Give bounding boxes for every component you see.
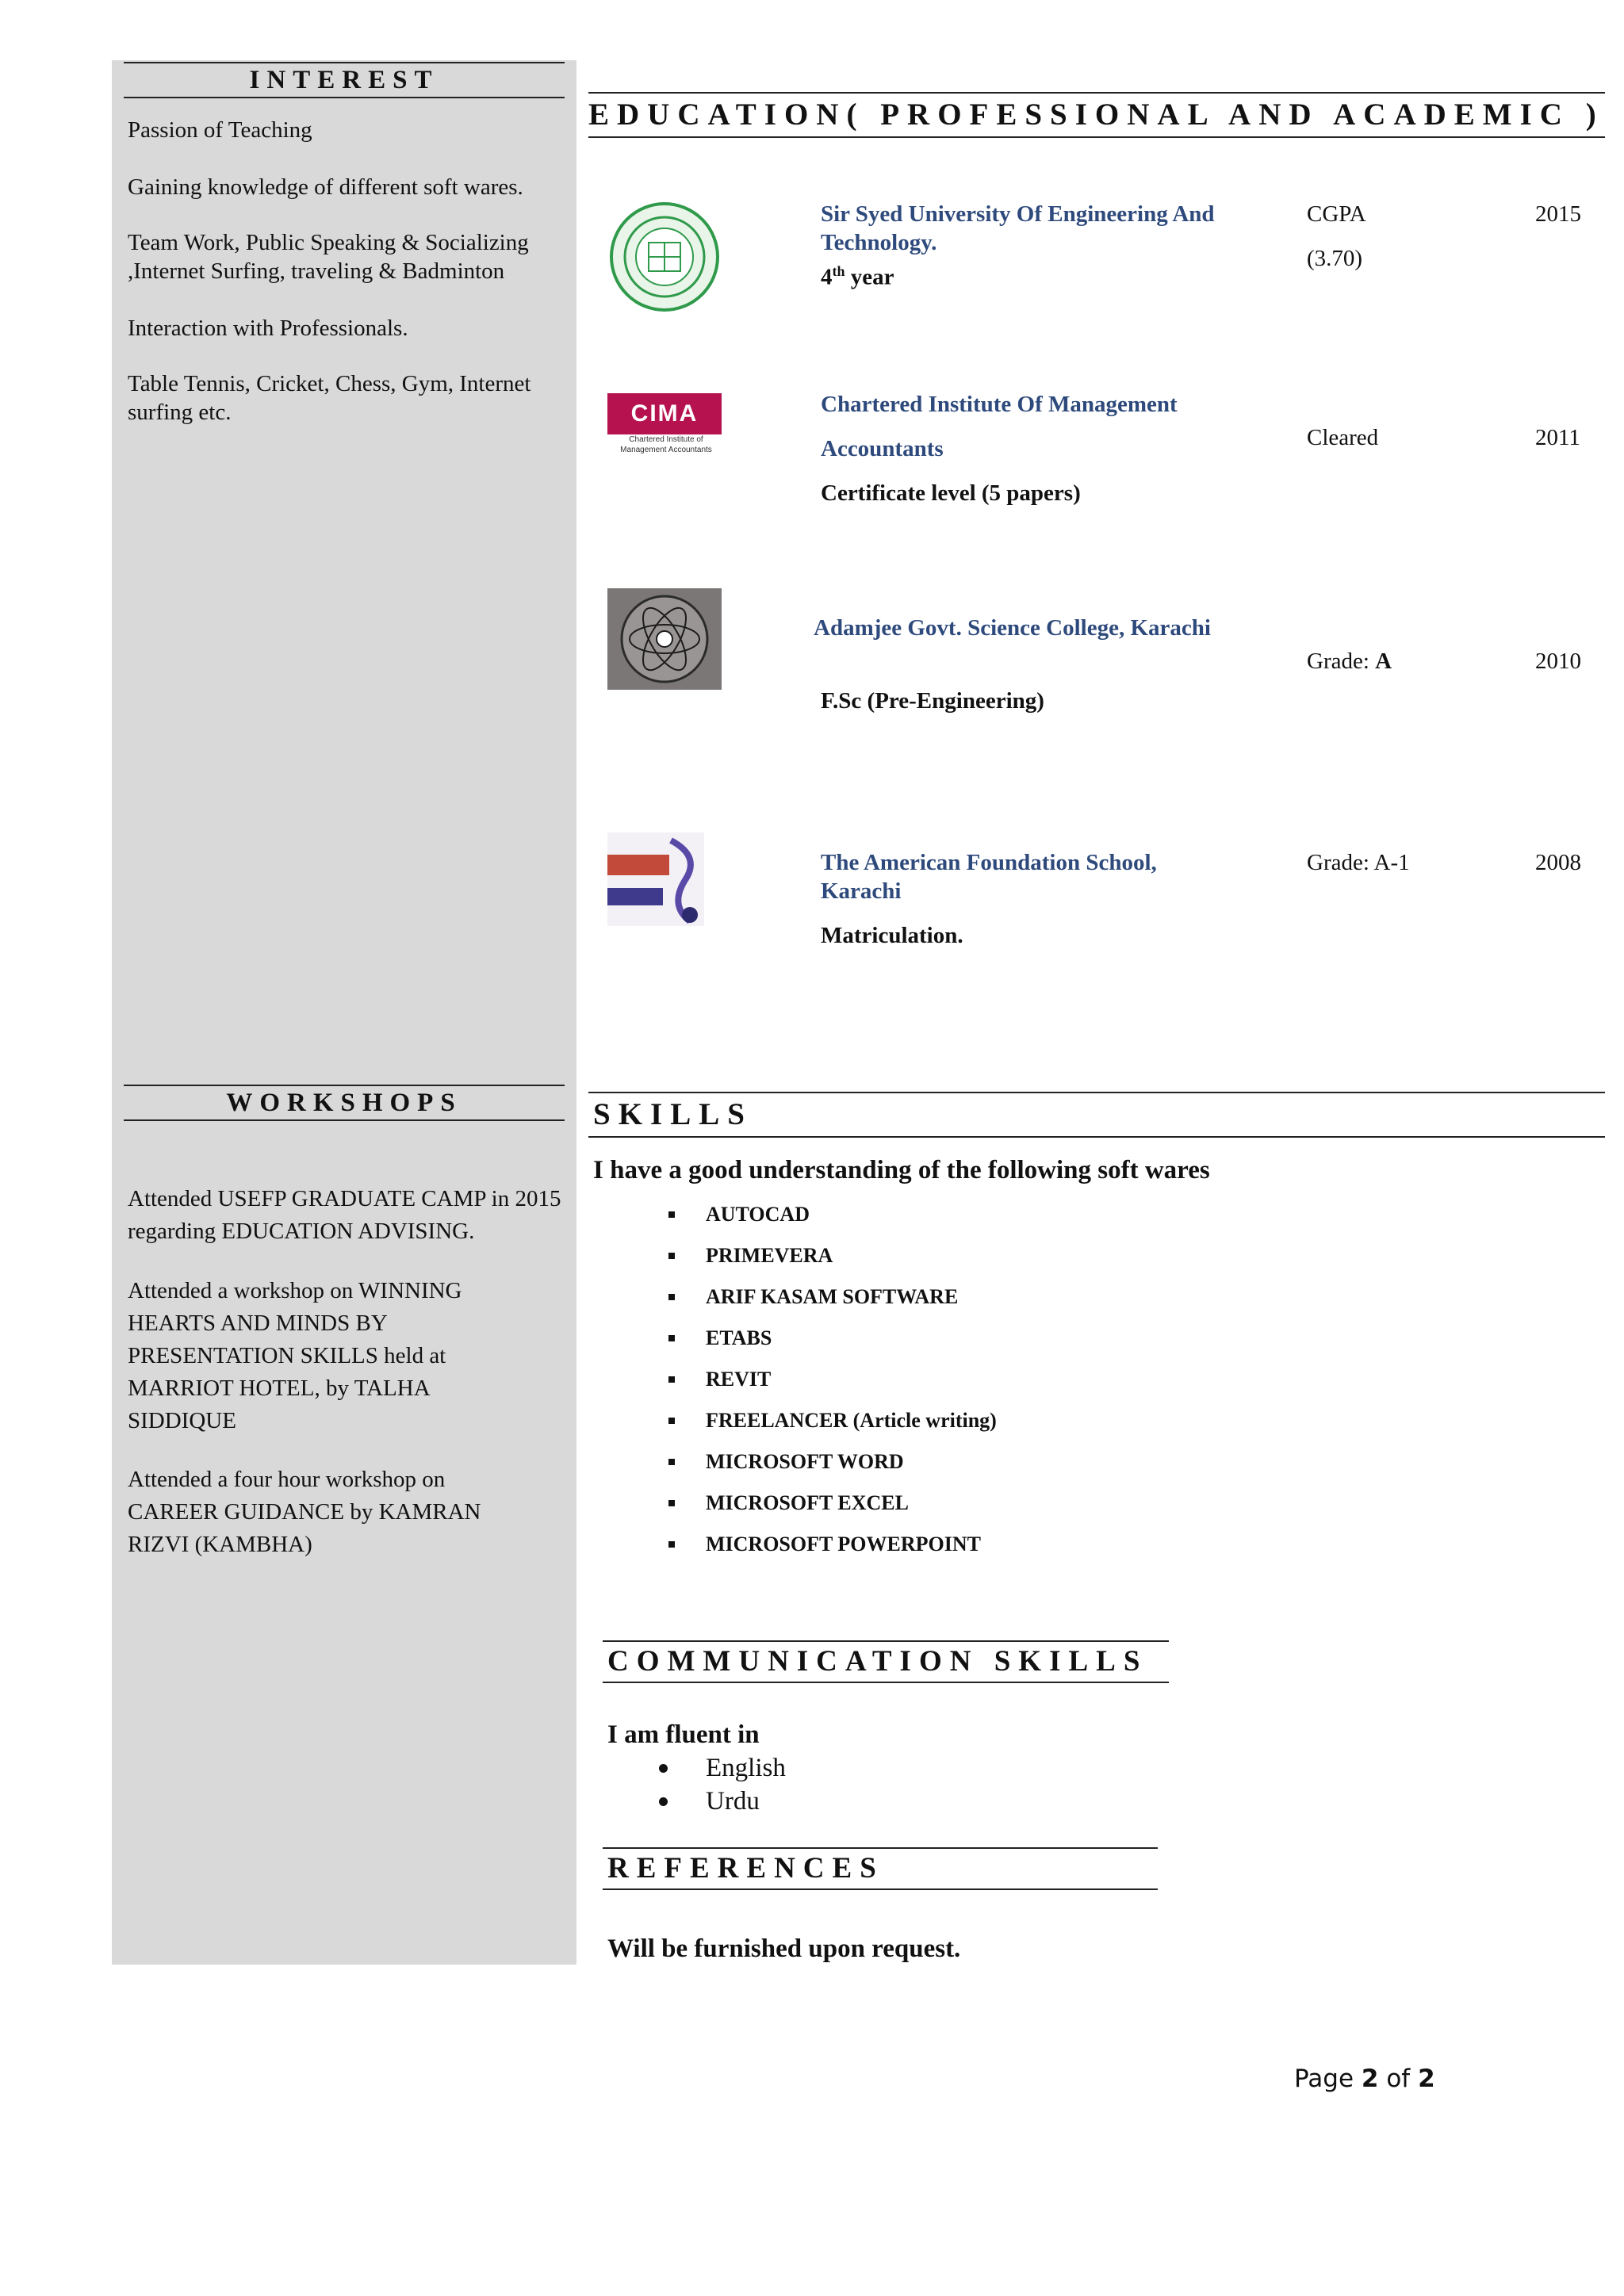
qualification: 4th year: [821, 263, 894, 290]
cima-logo-icon: CIMA Chartered Institute of Management Accountants: [607, 393, 725, 461]
bullet-square-icon: [668, 1459, 675, 1465]
institution-name: The American Foundation School, Karachi: [821, 850, 1157, 904]
bullet-square-icon: [668, 1376, 675, 1383]
institution-name: Chartered Institute Of Management: [821, 392, 1178, 417]
skill-item: MICROSOFT POWERPOINT: [706, 1533, 981, 1556]
references-heading: REFERENCES: [603, 1847, 1158, 1890]
cima-logo-text: CIMA: [607, 393, 722, 434]
skill-item: AUTOCAD: [706, 1203, 810, 1226]
grade: Grade: A-1: [1307, 850, 1410, 875]
skill-item: FREELANCER (Article writing): [706, 1409, 997, 1432]
bullet-square-icon: [668, 1294, 675, 1300]
qualification: F.Sc (Pre-Engineering): [821, 688, 1044, 714]
bullet-square-icon: [668, 1500, 675, 1506]
bullet-dot-icon: [659, 1764, 668, 1773]
skill-item: MICROSOFT WORD: [706, 1450, 904, 1473]
language-item: Urdu: [706, 1787, 760, 1816]
bullet-square-icon: [668, 1418, 675, 1424]
interest-item: Interaction with Professionals.: [128, 316, 408, 341]
grade-label: CGPA: [1307, 201, 1366, 227]
year: 2010: [1535, 649, 1581, 674]
interest-item: Gaining knowledge of different soft wares.: [128, 174, 523, 200]
year: 2011: [1535, 425, 1580, 450]
workshop-item: Attended USEFP GRADUATE CAMP in 2015 regarding EDUCATION ADVISING.: [128, 1186, 561, 1244]
workshop-item: Attended a four hour workshop on CAREER GUIDANCE by KAMRAN RIZVI (KAMBHA): [128, 1467, 481, 1557]
american-foundation-school-logo-icon: [607, 832, 704, 930]
language-item: English: [706, 1754, 786, 1782]
interest-item: Passion of Teaching: [128, 117, 312, 143]
bullet-dot-icon: [659, 1797, 668, 1806]
skill-item: ARIF KASAM SOFTWARE: [706, 1285, 959, 1308]
references-text: Will be furnished upon request.: [607, 1934, 961, 1963]
institution-name: Sir Syed University Of Engineering And Technology.: [821, 201, 1215, 255]
year: 2015: [1535, 201, 1581, 227]
grade: Cleared: [1307, 425, 1379, 450]
skills-intro: I have a good understanding of the following soft wares: [593, 1156, 1210, 1184]
workshop-item: Attended a workshop on WINNING HEARTS AND MINDS BY PRESENTATION SKILLS held at MARRIOT HOTEL, by TALHA SIDDIQUE: [128, 1278, 462, 1433]
communication-heading: COMMUNICATION SKILLS: [603, 1640, 1169, 1683]
skill-item: PRIMEVERA: [706, 1244, 833, 1267]
institution-name: Adamjee Govt. Science College, Karachi: [814, 615, 1211, 641]
ssuet-seal-logo-icon: [609, 201, 720, 316]
skills-heading: SKILLS: [588, 1092, 1605, 1138]
workshops-heading: WORKSHOPS: [124, 1085, 565, 1121]
skill-item: MICROSOFT EXCEL: [706, 1491, 909, 1514]
institution-name: Accountants: [821, 436, 944, 461]
grade-value: (3.70): [1307, 246, 1363, 271]
qualification: Matriculation.: [821, 923, 963, 948]
bullet-square-icon: [668, 1541, 675, 1548]
education-heading: EDUCATION( PROFESSIONAL AND ACADEMIC ): [588, 92, 1605, 138]
bullet-square-icon: [668, 1211, 675, 1218]
grade: Grade: A: [1307, 649, 1392, 674]
sidebar-panel: [112, 60, 576, 1965]
skill-item: ETABS: [706, 1326, 772, 1349]
interest-item: Table Tennis, Cricket, Chess, Gym, Internet surfing etc.: [128, 371, 531, 425]
interest-heading: INTEREST: [124, 62, 565, 98]
page-number: Page 2 of 2: [1294, 2064, 1435, 2093]
skill-item: REVIT: [706, 1368, 772, 1391]
year: 2008: [1535, 850, 1581, 875]
adamjee-college-emblem-icon: [607, 588, 722, 694]
communication-intro: I am fluent in: [607, 1720, 760, 1749]
bullet-square-icon: [668, 1335, 675, 1341]
qualification: Certificate level (5 papers): [821, 480, 1081, 506]
interest-item: Team Work, Public Speaking & Socializing ,Internet Surfing, traveling & Badminton: [128, 230, 529, 284]
bullet-square-icon: [668, 1253, 675, 1259]
